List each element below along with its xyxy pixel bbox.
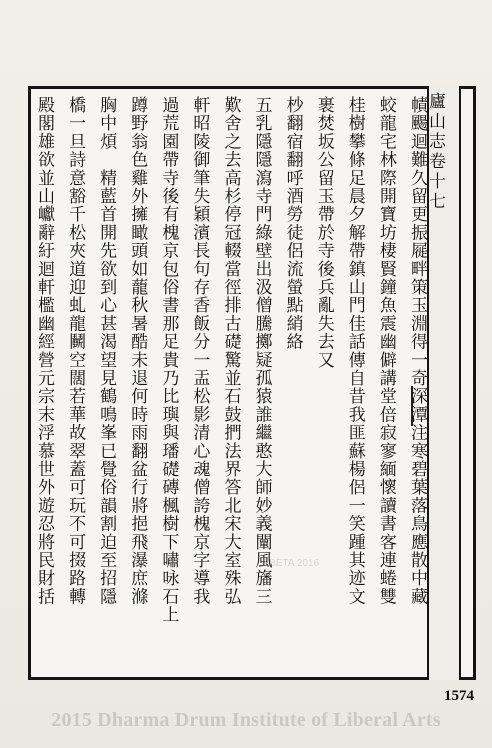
text-column: 裹焚坂公留玉帶於寺後兵亂失去又 bbox=[313, 96, 334, 369]
text-column: 歎舍之去高杉停冠輟當徑排古礎驚並石鼓捫法界答北宋大室殊弘 bbox=[220, 96, 241, 606]
page-number: 1574 bbox=[444, 688, 474, 704]
text-column: 幘颺迴難久留更振屣畔策玉淵得一奇深潭注寒碧葉落鳥應散中藏 bbox=[406, 96, 427, 606]
text-column: 胸中煩 精藍首開先欲到心甚渴望見鶴鳴峯已覺俗韻割迫至招隱 bbox=[96, 96, 117, 606]
text-column: 蛟龍宅林際開寶坊棲賢鐘魚震幽僻講堂倍寂寥緬懷讀書客連蜷雙 bbox=[375, 96, 396, 606]
margin-label-text: 廬山志卷十七 bbox=[429, 92, 446, 212]
text-column: 杪翻宿翻呼酒勞徒侶流螢點綃絡 bbox=[282, 96, 303, 351]
text-column: 桂樹攀條足晨夕解帶鎮山門佳話傳自昔我匪蘇楊侶一笑踵其迹文 bbox=[344, 96, 365, 606]
text-column: 軒昭陵御筆失穎濱長句存香飯分一盂松影清心魂僧誇槐京字導我 bbox=[189, 96, 210, 606]
text-column: 五乳隱隱瀉寺門綠壁出汲僧騰擲疑孤猿誰繼憨大師妙義闡風旛三 bbox=[251, 96, 272, 606]
watermark: CBETA 2016 bbox=[262, 558, 320, 569]
text-column: 殿閣雄欲並山巘辭紆迴軒檻幽經營元宗末浮慕世外遊忍將民財括 bbox=[34, 96, 54, 606]
margin-strip bbox=[427, 86, 461, 680]
margin-label bbox=[429, 92, 459, 212]
text-columns bbox=[35, 96, 425, 672]
footer-credit: 2015 Dharma Drum Institute of Liberal Arts bbox=[51, 709, 441, 731]
text-column: 蹲野翁色雞外擁瞰頭如蘢秋暑酷未退何時雨翻盆行將挹飛瀑庶滌 bbox=[127, 96, 148, 606]
text-column: 橋一旦詩意豁千松夾道迎虬龍鬭空闊若華故翠蓋可玩不可掇路轉 bbox=[65, 96, 86, 606]
text-column: 過荒園帶寺後有槐京包俗書那足貴乃比璵與璠礎磚楓樹下嘯咏石上 bbox=[158, 96, 179, 624]
